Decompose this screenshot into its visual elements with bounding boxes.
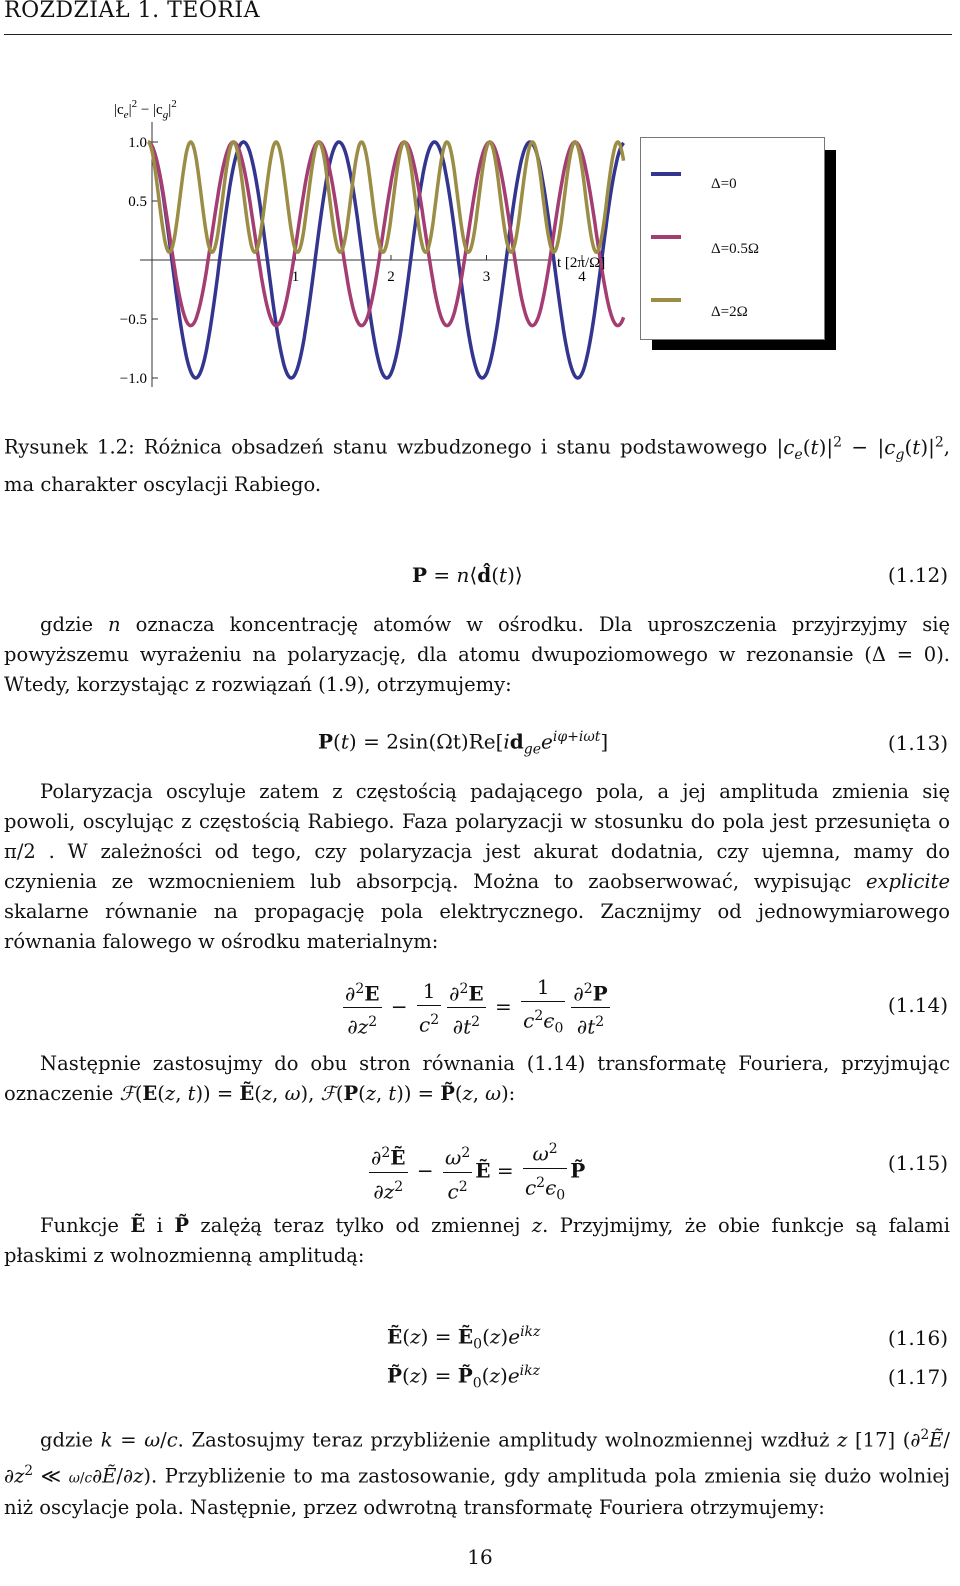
x-tick-label: 1 bbox=[291, 269, 300, 285]
legend-label: Δ=0.5Ω bbox=[711, 241, 760, 257]
x-axis-label: t [2π/Ω] bbox=[557, 255, 606, 271]
legend-swatch bbox=[651, 298, 681, 302]
chapter-header: ROZDZIAŁ 1. TEORIA bbox=[4, 0, 260, 23]
paragraph-2: Polaryzacja oscyluje zatem z częstością padającego pola, a jej amplituda zmienia się powoli, oscylując z częstością Rabiego. Faza polaryzacji w stosunku do pola jest przesunięta o π/2 . W zależności od tego, czy polaryzacja jest akurat dodatnia, czy ujemna, mamy do czynienia ze wzmocnieniem lub absorpcją. Można to zaobserwować, wypisując explicite skalarne równanie na propagację pola elektrycznego. Zacznijmy od jednowymiarowego równania falowego w ośrodku materialnym: bbox=[4, 780, 950, 953]
x-tick-label: 4 bbox=[578, 269, 586, 285]
rabi-plot bbox=[100, 92, 640, 392]
y-tick-label: −0.5 bbox=[119, 312, 147, 328]
equation-number-1-13: (1.13) bbox=[887, 731, 948, 755]
equation-1-14: $\frac{\partial^2E}{\partial z^2}$ − $\frac{1}{c^2}$ $\frac{\partial^2E}{\partial t^2}$ = $\frac{1}{c^2\epsilon_0}$ $\frac{\partial^2P}{\partial t^2}$ bbox=[345, 975, 608, 1039]
equation-number-1-15: (1.15) bbox=[887, 1151, 948, 1175]
page-number: 16 bbox=[467, 1545, 493, 1569]
legend-entry bbox=[651, 288, 811, 320]
paragraph-3: Następnie zastosujmy do obu stron równania (1.14) transformatę Fouriera, przyjmując oznaczenie ℱ(E(z, t)) = Ẽ(z, ω), ℱ(P(z, t)) = P̃(z, ω): bbox=[4, 1052, 950, 1105]
figure-caption: Rysunek 1.2: Różnica obsadzeń stanu wzbudzonego i stanu podstawowego $|c_e(t)|^2 - |c_g(t)|^2$, ma charakter oscylacji Rabiego. bbox=[4, 434, 950, 496]
legend-entry bbox=[651, 225, 811, 257]
legend-box bbox=[640, 137, 825, 340]
y-tick-label: −1.0 bbox=[119, 371, 147, 387]
y-axis-label: $|c_e|^2 - |c_g|^2$ bbox=[114, 98, 177, 121]
equation-number-1-12: (1.12) bbox=[887, 563, 948, 587]
equation-1-17: P̃(z) = $P̃_0(z)e^{ikz}$ bbox=[387, 1363, 541, 1392]
equation-1-12: P = n⟨d̂(t)⟩ bbox=[412, 563, 523, 587]
legend-entry bbox=[651, 162, 811, 192]
equation-number-1-16: (1.16) bbox=[887, 1326, 948, 1350]
legend-swatch bbox=[651, 235, 681, 239]
x-tick-label: 3 bbox=[482, 269, 491, 285]
equation-1-13: $P(t) = 2\sin(\Omega t)Re[id_{ge}e^{i\varphi+i\omega t}]$ bbox=[318, 729, 609, 758]
equation-number-1-14: (1.14) bbox=[887, 993, 948, 1017]
legend-label: Δ=0 bbox=[711, 176, 737, 192]
legend-label: Δ=2Ω bbox=[711, 304, 748, 320]
x-tick-label: 2 bbox=[387, 269, 395, 285]
paragraph-4: Funkcje Ẽ i P̃ zalężą teraz tylko od zmiennej z. Przyjmijmy, że obie funkcje są falami płaskimi z wolnozmienną amplitudą: bbox=[4, 1214, 950, 1267]
equation-1-15: $\frac{\partial^2Ẽ}{\partial z^2}$ − $\frac{\omega^2}{c^2}$ Ẽ = $\frac{\omega^2}{c^2\epsilon_0}$ P̃ bbox=[366, 1135, 585, 1209]
equation-number-1-17: (1.17) bbox=[887, 1365, 948, 1389]
equation-1-16: Ẽ(z) = $Ẽ_0(z)e^{ikz}$ bbox=[387, 1324, 541, 1353]
y-tick-label: 1.0 bbox=[128, 135, 147, 151]
paragraph-5: gdzie k = ω/c. Zastosujmy teraz przybliżenie amplitudy wolnozmiennej wzdłuż z [17] ($\partial^2Ẽ/\partial z^2$ ≪ ω/c∂Ẽ/∂z). Przybliżenie to ma zastosowanie, gdy amplituda pola zmienia się dużo wolniej niż oscylacje pola. Następnie, przez odwrotną transformatę Fouriera otrzymujemy: bbox=[4, 1427, 950, 1519]
legend-swatch bbox=[651, 172, 681, 176]
y-tick-label: 0.5 bbox=[128, 194, 147, 210]
header-rule bbox=[4, 34, 952, 35]
paragraph-1: gdzie n oznacza koncentrację atomów w ośrodku. Dla uproszczenia przyjrzyjmy się powyższemu wyrażeniu na polaryzację, dla atomu dwupoziomowego w rezonansie (Δ = 0). Wtedy, korzystając z rozwiązań (1.9), otrzymujemy: bbox=[4, 613, 950, 696]
